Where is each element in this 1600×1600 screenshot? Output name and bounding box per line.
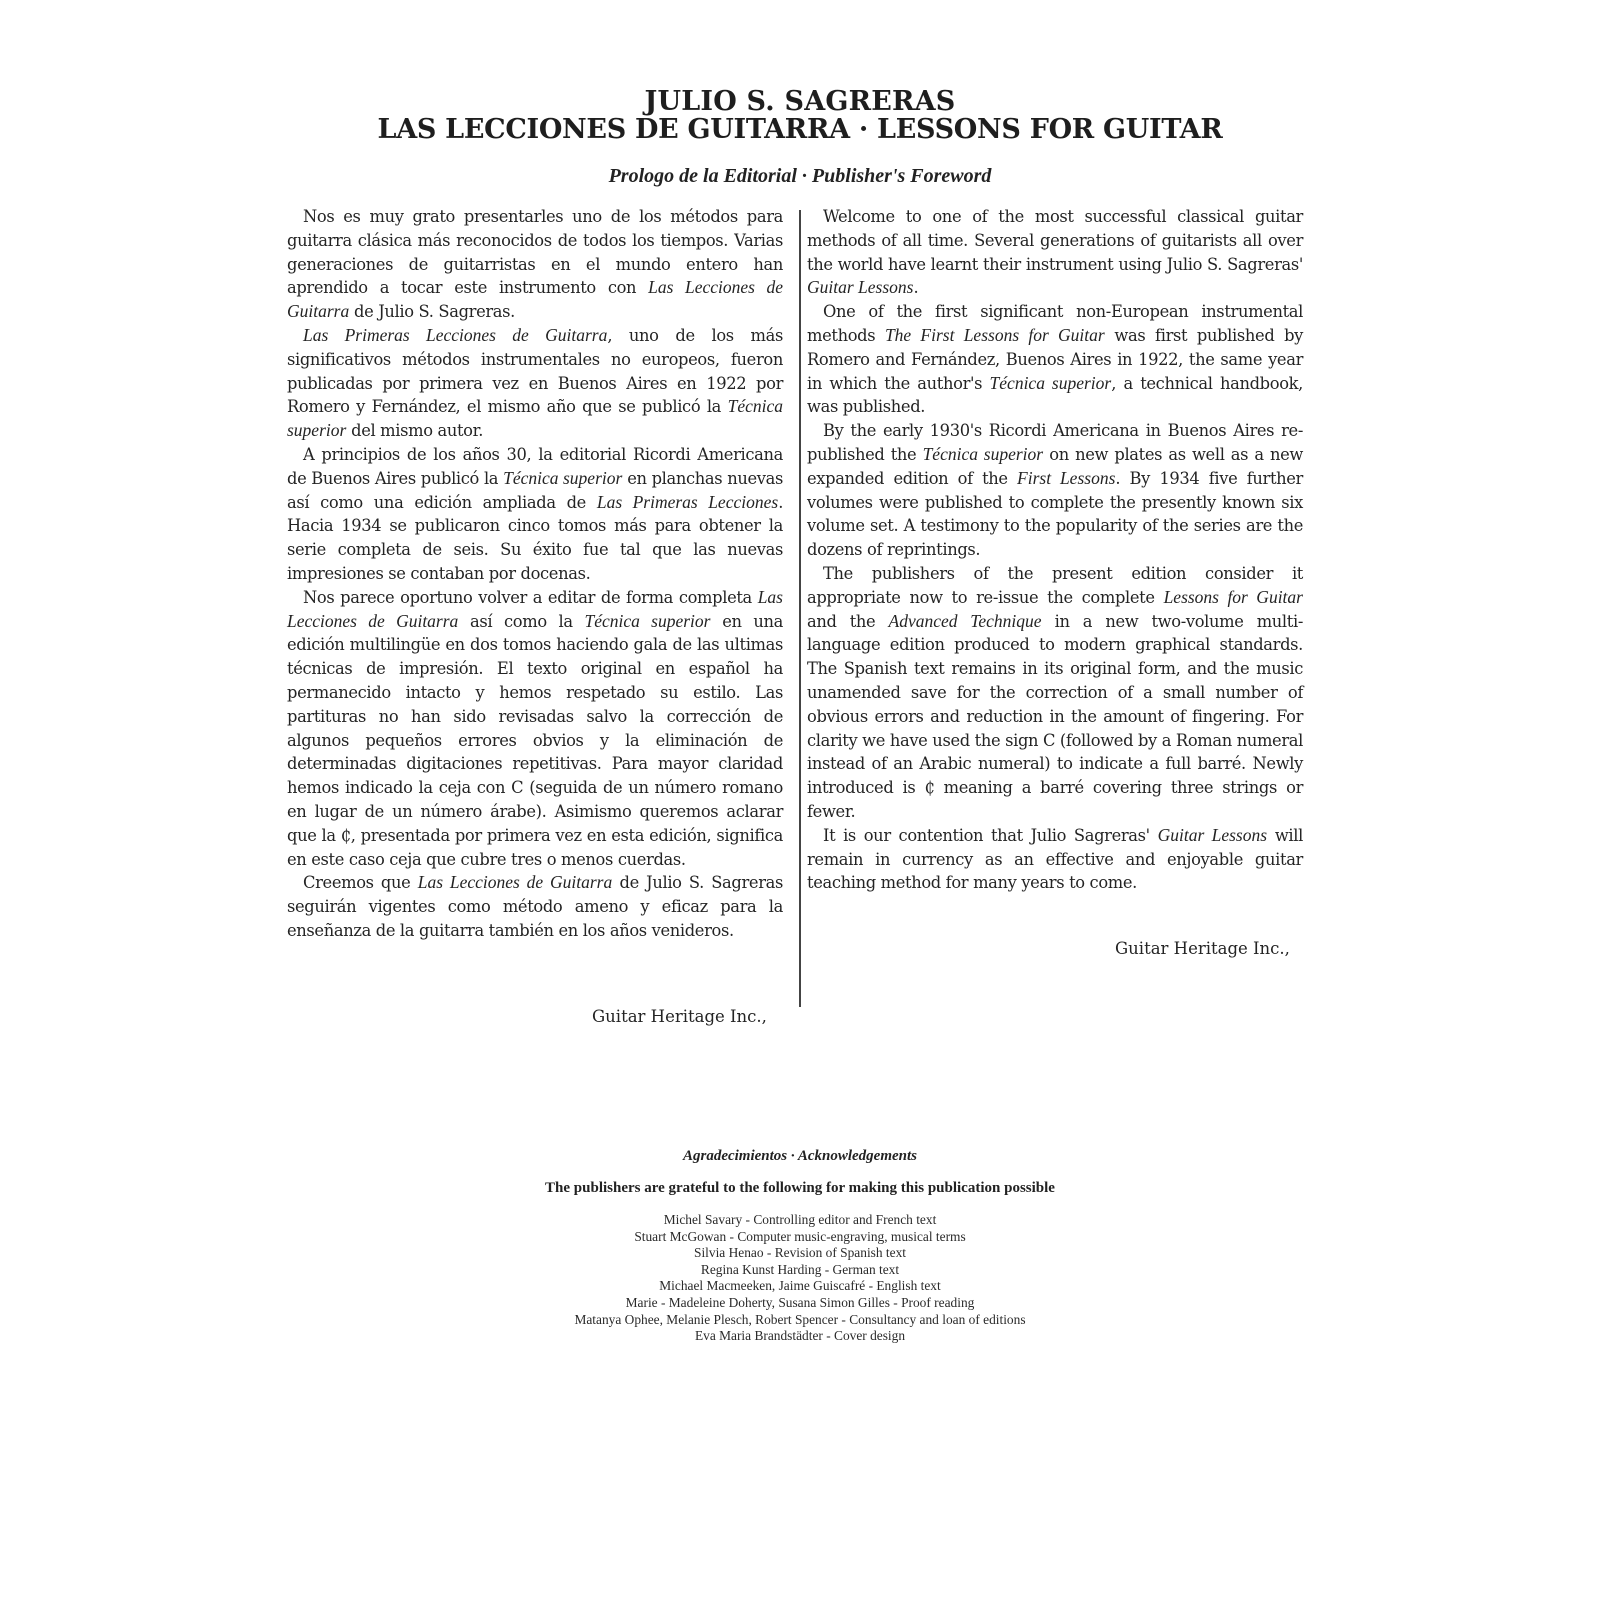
paragraph-text: en una edición multilingüe en dos tomos haciendo gala de las ultimas técnicas de impresión. El texto original en español ha permanecido intacto y hemos respetado su estilo. Las partituras no han sido revisadas salvo la corrección de algunos pequeños errores obvios y la eliminación de determinadas digitaciones repetitivas. Para mayor claridad hemos indicado la ceja con C (seguida de un número romano en lugar de un número árabe). Asimismo queremos aclarar que la ₵, presentada por primera vez en esta edición, significa en este caso ceja que cubre tres o menos cuerdas. (287, 611, 783, 869)
paragraph-text: . Hacia 1934 se publicaron cinco tomos más para obtener la serie completa de seis. Su éxito fue tal que las nuevas impresiones se contaban por docenas. (287, 492, 784, 583)
italic-title-text: Las Primeras Lecciones de Guitarra (303, 324, 608, 345)
spanish-paragraph (287, 443, 783, 586)
paragraph-text: A principios de los años 30, la editorial Ricordi Americana de Buenos Aires publicó la (287, 444, 783, 488)
italic-title-text: Las Lecciones de Guitarra (417, 872, 613, 893)
paragraph-text: Welcome to one of the most successful classical guitar methods of all time. Several generations of guitarists all over the world have learnt their instrument using Julio S. Sagreras' (807, 207, 1303, 274)
credits-list (0, 1212, 1600, 1345)
credit-line: Matanya Ophee, Melanie Plesch, Robert Spencer - Consultancy and loan of editions (574, 1311, 1026, 1327)
english-paragraph (807, 205, 1303, 300)
credit-line: Marie - Madeleine Doherty, Susana Simon Gilles - Proof reading (625, 1294, 975, 1310)
italic-title-text: Técnica superior (503, 467, 623, 488)
italic-title-text: Técnica superior (989, 372, 1112, 393)
paragraph-text: Nos parece oportuno volver a editar de forma completa (303, 587, 758, 607)
spanish-paragraph (287, 871, 783, 942)
paragraph-text: and the (807, 611, 889, 631)
credit-line: Regina Kunst Harding - German text (700, 1261, 900, 1277)
spanish-paragraph (287, 586, 783, 872)
column-divider (799, 210, 801, 1007)
italic-title-text: Lessons for Guitar (1163, 586, 1303, 607)
italic-title-text: The First Lessons for Guitar (884, 324, 1105, 345)
acknowledgements-intro: The publishers are grateful to the following for making this publication possible (545, 1180, 1055, 1196)
spanish-paragraph (287, 205, 783, 324)
paragraph-text: will remain in currency as an effective and enjoyable guitar teaching method for many years to come. (807, 825, 1303, 893)
paragraph-text: de Julio S. Sagreras seguirán vigentes como método ameno y eficaz para la enseñanza de la guitarra también en los años venideros. (287, 873, 783, 940)
paragraph-text: One of the first significant non-European instrumental methods (807, 302, 1303, 345)
italic-title-text: Técnica superior (584, 610, 711, 631)
italic-title-text: First Lessons (1017, 467, 1116, 488)
foreword-subtitle: Prologo de la Editorial · Publisher's Foreword (608, 165, 992, 187)
paragraph-text: Creemos que (303, 873, 418, 893)
credit-line: Eva Maria Brandstädter - Cover design (694, 1328, 906, 1344)
italic-title-text: Técnica superior (922, 443, 1044, 464)
book-title-heading: LAS LECCIONES DE GUITARRA · LESSONS FOR GUITAR (377, 114, 1223, 145)
italic-title-text: Las Lecciones de Guitarra (287, 277, 783, 322)
paragraph-text: . By 1934 five further volumes were published to complete the presently known six volume set. A testimony to the popularity of the series are the dozens of reprintings. (807, 468, 1303, 560)
spanish-signature: Guitar Heritage Inc., (592, 1007, 767, 1026)
english-signature: Guitar Heritage Inc., (1115, 939, 1290, 958)
acknowledgements-title: Agradecimientos · Acknowledgements (682, 1148, 918, 1164)
author-heading: JULIO S. SAGRERAS (644, 86, 956, 117)
italic-title-text: Guitar Lessons (807, 277, 914, 298)
italic-title-text: Técnica superior (287, 396, 783, 441)
english-foreword-column (807, 205, 1303, 895)
paragraph-text: de Julio S. Sagreras. (349, 302, 515, 322)
paragraph-text: Nos es muy grato presentarles uno de los métodos para guitarra clásica más reconocidos de todos los tiempos. Varias generaciones de guitarristas en el mundo entero han aprendido a tocar este instrumento con (287, 207, 783, 298)
credit-line: Stuart McGowan - Computer music-engraving, musical terms (634, 1228, 966, 1244)
paragraph-text: . (913, 278, 919, 298)
italic-title-text: Advanced Technique (888, 610, 1042, 631)
italic-title-text: Las Lecciones de Guitarra (287, 586, 783, 631)
paragraph-text: en planchas nuevas así como una edición ampliada de (287, 468, 784, 512)
paragraph-text: así como la (458, 611, 585, 631)
paragraph-text: del mismo autor. (346, 421, 484, 441)
paragraph-text: , a technical handbook, was published. (807, 373, 1303, 417)
spanish-foreword-column (287, 205, 783, 943)
english-paragraph (807, 562, 1303, 824)
english-paragraph (807, 419, 1303, 562)
spanish-paragraph (287, 324, 783, 443)
credit-line: Michel Savary - Controlling editor and French text (663, 1212, 937, 1227)
paragraph-text: , uno de los más significativos métodos instrumentales no europeos, fueron publicadas por primera vez en Buenos Aires en 1922 por Romero y Fernández, el mismo año que se publicó la (287, 325, 783, 417)
paragraph-text: It is our contention that Julio Sagreras' (823, 825, 1158, 845)
italic-title-text: Las Primeras Lecciones (596, 491, 779, 512)
english-paragraph (807, 300, 1303, 419)
paragraph-text: By the early 1930's Ricordi Americana in Buenos Aires re-published the (807, 421, 1303, 464)
paragraph-text: was first published by Romero and Fernández, Buenos Aires in 1922, the same year in which the author's (807, 325, 1304, 393)
paragraph-text: on new plates as well as a new expanded edition of the (807, 444, 1303, 488)
credit-line: Silvia Henao - Revision of Spanish text (694, 1245, 906, 1261)
paragraph-text: The publishers of the present edition consider it appropriate now to re-issue the complete (807, 563, 1303, 607)
italic-title-text: Guitar Lessons (1157, 824, 1268, 845)
english-paragraph (807, 824, 1303, 895)
credit-line: Michael Macmeeken, Jaime Guiscafré - English text (659, 1278, 941, 1294)
paragraph-text: in a new two-volume multi-language edition produced to modern graphical standards. The Spanish text remains in its original form, and the music unamended save for the correction of a small number of obvious errors and reduction in the amount of fingering. For clarity we have used the sign C (followed by a Roman numeral instead of an Arabic numeral) to indicate a full barré. Newly introduced is ₵ meaning a barré covering three strings or fewer. (807, 611, 1303, 821)
